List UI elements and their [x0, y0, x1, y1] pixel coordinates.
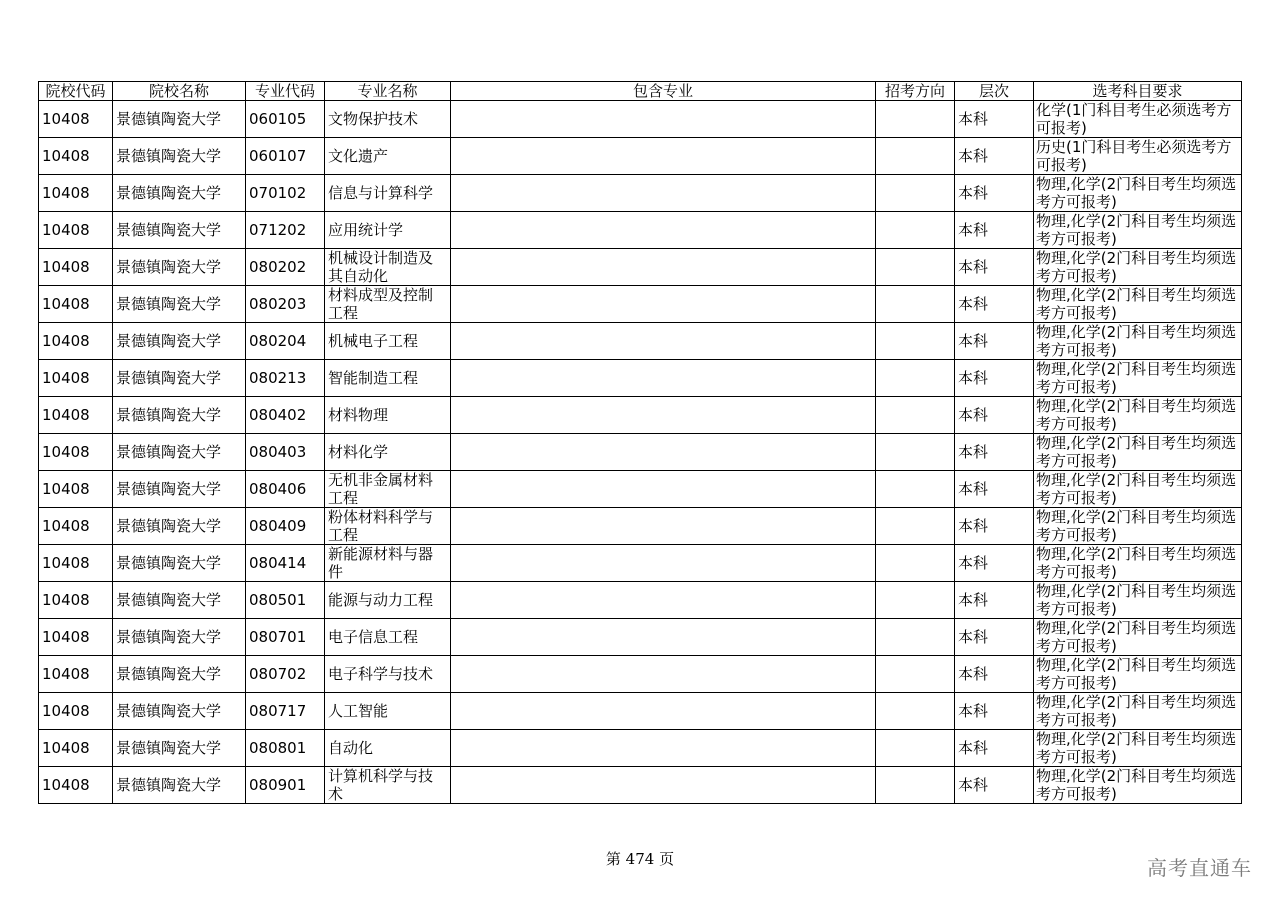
- cell-major-code: 080403: [246, 434, 325, 471]
- cell-included-majors: [451, 434, 876, 471]
- cell-major-name: 能源与动力工程: [325, 582, 451, 619]
- cell-subject-requirements: 物理,化学(2门科目考生均须选考方可报考): [1034, 730, 1242, 767]
- cell-level: 本科: [955, 545, 1034, 582]
- cell-included-majors: [451, 582, 876, 619]
- cell-school-code: 10408: [39, 434, 113, 471]
- cell-major-code: 080901: [246, 767, 325, 804]
- cell-subject-requirements: 物理,化学(2门科目考生均须选考方可报考): [1034, 212, 1242, 249]
- cell-included-majors: [451, 397, 876, 434]
- cell-level: 本科: [955, 767, 1034, 804]
- cell-included-majors: [451, 693, 876, 730]
- cell-school-code: 10408: [39, 212, 113, 249]
- cell-major-name: 粉体材料科学与工程: [325, 508, 451, 545]
- cell-direction: [876, 508, 955, 545]
- cell-major-name: 电子科学与技术: [325, 656, 451, 693]
- cell-school-code: 10408: [39, 693, 113, 730]
- cell-level: 本科: [955, 175, 1034, 212]
- cell-school-name: 景德镇陶瓷大学: [113, 767, 246, 804]
- table-row: [39, 767, 1242, 804]
- table-row: [39, 471, 1242, 508]
- cell-school-name: 景德镇陶瓷大学: [113, 286, 246, 323]
- cell-level: 本科: [955, 730, 1034, 767]
- cell-level: 本科: [955, 101, 1034, 138]
- cell-major-code: 071202: [246, 212, 325, 249]
- table-row: [39, 656, 1242, 693]
- cell-subject-requirements: 物理,化学(2门科目考生均须选考方可报考): [1034, 619, 1242, 656]
- cell-school-code: 10408: [39, 545, 113, 582]
- cell-school-name: 景德镇陶瓷大学: [113, 360, 246, 397]
- cell-major-code: 080801: [246, 730, 325, 767]
- cell-school-code: 10408: [39, 286, 113, 323]
- cell-level: 本科: [955, 138, 1034, 175]
- cell-subject-requirements: 物理,化学(2门科目考生均须选考方可报考): [1034, 286, 1242, 323]
- cell-direction: [876, 434, 955, 471]
- cell-major-name: 文化遗产: [325, 138, 451, 175]
- header-subject-requirements: 选考科目要求: [1034, 82, 1242, 101]
- cell-major-name: 新能源材料与器件: [325, 545, 451, 582]
- table-row: [39, 249, 1242, 286]
- cell-level: 本科: [955, 212, 1034, 249]
- cell-school-name: 景德镇陶瓷大学: [113, 434, 246, 471]
- admissions-table: [38, 81, 1242, 804]
- cell-major-name: 人工智能: [325, 693, 451, 730]
- cell-included-majors: [451, 249, 876, 286]
- table-row: [39, 730, 1242, 767]
- cell-subject-requirements: 物理,化学(2门科目考生均须选考方可报考): [1034, 323, 1242, 360]
- cell-direction: [876, 212, 955, 249]
- cell-major-code: 080203: [246, 286, 325, 323]
- cell-direction: [876, 582, 955, 619]
- cell-school-code: 10408: [39, 471, 113, 508]
- cell-level: 本科: [955, 397, 1034, 434]
- cell-level: 本科: [955, 508, 1034, 545]
- cell-major-name: 材料成型及控制工程: [325, 286, 451, 323]
- cell-included-majors: [451, 212, 876, 249]
- cell-direction: [876, 323, 955, 360]
- table-row: [39, 434, 1242, 471]
- cell-school-name: 景德镇陶瓷大学: [113, 175, 246, 212]
- cell-included-majors: [451, 360, 876, 397]
- cell-major-code: 080702: [246, 656, 325, 693]
- cell-level: 本科: [955, 693, 1034, 730]
- table-row: [39, 582, 1242, 619]
- cell-school-name: 景德镇陶瓷大学: [113, 656, 246, 693]
- cell-included-majors: [451, 730, 876, 767]
- cell-direction: [876, 693, 955, 730]
- cell-school-name: 景德镇陶瓷大学: [113, 471, 246, 508]
- cell-direction: [876, 249, 955, 286]
- cell-level: 本科: [955, 249, 1034, 286]
- cell-subject-requirements: 物理,化学(2门科目考生均须选考方可报考): [1034, 397, 1242, 434]
- cell-major-name: 文物保护技术: [325, 101, 451, 138]
- cell-school-name: 景德镇陶瓷大学: [113, 323, 246, 360]
- cell-subject-requirements: 物理,化学(2门科目考生均须选考方可报考): [1034, 656, 1242, 693]
- cell-subject-requirements: 化学(1门科目考生必须选考方可报考): [1034, 101, 1242, 138]
- cell-major-code: 080501: [246, 582, 325, 619]
- header-included-majors: 包含专业: [451, 82, 876, 101]
- cell-major-code: 060105: [246, 101, 325, 138]
- header-major-code: 专业代码: [246, 82, 325, 101]
- cell-school-name: 景德镇陶瓷大学: [113, 397, 246, 434]
- cell-direction: [876, 619, 955, 656]
- cell-direction: [876, 545, 955, 582]
- cell-school-name: 景德镇陶瓷大学: [113, 582, 246, 619]
- cell-major-name: 机械设计制造及其自动化: [325, 249, 451, 286]
- cell-included-majors: [451, 175, 876, 212]
- cell-subject-requirements: 物理,化学(2门科目考生均须选考方可报考): [1034, 767, 1242, 804]
- cell-included-majors: [451, 286, 876, 323]
- cell-major-name: 信息与计算科学: [325, 175, 451, 212]
- cell-school-name: 景德镇陶瓷大学: [113, 693, 246, 730]
- page-number: 第 474 页: [605, 850, 675, 868]
- cell-school-name: 景德镇陶瓷大学: [113, 619, 246, 656]
- cell-school-code: 10408: [39, 582, 113, 619]
- cell-school-code: 10408: [39, 138, 113, 175]
- cell-school-code: 10408: [39, 175, 113, 212]
- table-row: [39, 138, 1242, 175]
- cell-direction: [876, 471, 955, 508]
- header-level: 层次: [955, 82, 1034, 101]
- cell-school-name: 景德镇陶瓷大学: [113, 138, 246, 175]
- cell-level: 本科: [955, 656, 1034, 693]
- cell-direction: [876, 175, 955, 212]
- cell-direction: [876, 286, 955, 323]
- cell-level: 本科: [955, 434, 1034, 471]
- cell-school-code: 10408: [39, 730, 113, 767]
- cell-subject-requirements: 物理,化学(2门科目考生均须选考方可报考): [1034, 434, 1242, 471]
- cell-school-code: 10408: [39, 323, 113, 360]
- header-row: [39, 82, 1242, 101]
- cell-major-name: 计算机科学与技术: [325, 767, 451, 804]
- cell-school-name: 景德镇陶瓷大学: [113, 212, 246, 249]
- cell-major-name: 材料化学: [325, 434, 451, 471]
- cell-included-majors: [451, 101, 876, 138]
- cell-direction: [876, 730, 955, 767]
- cell-major-code: 080717: [246, 693, 325, 730]
- cell-school-name: 景德镇陶瓷大学: [113, 545, 246, 582]
- table-row: [39, 693, 1242, 730]
- cell-subject-requirements: 物理,化学(2门科目考生均须选考方可报考): [1034, 175, 1242, 212]
- cell-school-code: 10408: [39, 101, 113, 138]
- cell-school-code: 10408: [39, 619, 113, 656]
- cell-subject-requirements: 物理,化学(2门科目考生均须选考方可报考): [1034, 545, 1242, 582]
- cell-major-code: 080406: [246, 471, 325, 508]
- cell-subject-requirements: 物理,化学(2门科目考生均须选考方可报考): [1034, 360, 1242, 397]
- header-direction: 招考方向: [876, 82, 955, 101]
- cell-included-majors: [451, 323, 876, 360]
- cell-school-name: 景德镇陶瓷大学: [113, 249, 246, 286]
- table-row: [39, 286, 1242, 323]
- watermark: 高考直通车: [1147, 856, 1252, 880]
- table-row: [39, 360, 1242, 397]
- cell-level: 本科: [955, 471, 1034, 508]
- table-row: [39, 175, 1242, 212]
- cell-included-majors: [451, 471, 876, 508]
- header-school-name: 院校名称: [113, 82, 246, 101]
- cell-direction: [876, 138, 955, 175]
- table-row: [39, 619, 1242, 656]
- cell-subject-requirements: 物理,化学(2门科目考生均须选考方可报考): [1034, 249, 1242, 286]
- cell-major-code: 080204: [246, 323, 325, 360]
- cell-subject-requirements: 历史(1门科目考生必须选考方可报考): [1034, 138, 1242, 175]
- cell-school-code: 10408: [39, 656, 113, 693]
- cell-major-code: 070102: [246, 175, 325, 212]
- table-row: [39, 323, 1242, 360]
- cell-direction: [876, 656, 955, 693]
- cell-major-name: 机械电子工程: [325, 323, 451, 360]
- cell-school-code: 10408: [39, 767, 113, 804]
- cell-major-code: 080213: [246, 360, 325, 397]
- cell-included-majors: [451, 138, 876, 175]
- cell-major-code: 080701: [246, 619, 325, 656]
- cell-subject-requirements: 物理,化学(2门科目考生均须选考方可报考): [1034, 508, 1242, 545]
- cell-level: 本科: [955, 323, 1034, 360]
- cell-level: 本科: [955, 360, 1034, 397]
- cell-major-name: 应用统计学: [325, 212, 451, 249]
- cell-included-majors: [451, 545, 876, 582]
- header-major-name: 专业名称: [325, 82, 451, 101]
- header-school-code: 院校代码: [39, 82, 113, 101]
- cell-included-majors: [451, 508, 876, 545]
- cell-major-code: 080202: [246, 249, 325, 286]
- cell-school-name: 景德镇陶瓷大学: [113, 508, 246, 545]
- cell-school-name: 景德镇陶瓷大学: [113, 730, 246, 767]
- cell-major-code: 080414: [246, 545, 325, 582]
- cell-major-name: 自动化: [325, 730, 451, 767]
- cell-included-majors: [451, 656, 876, 693]
- cell-direction: [876, 397, 955, 434]
- table-row: [39, 508, 1242, 545]
- cell-subject-requirements: 物理,化学(2门科目考生均须选考方可报考): [1034, 582, 1242, 619]
- cell-included-majors: [451, 767, 876, 804]
- cell-direction: [876, 360, 955, 397]
- cell-subject-requirements: 物理,化学(2门科目考生均须选考方可报考): [1034, 471, 1242, 508]
- cell-major-name: 材料物理: [325, 397, 451, 434]
- cell-level: 本科: [955, 619, 1034, 656]
- cell-major-name: 电子信息工程: [325, 619, 451, 656]
- cell-direction: [876, 101, 955, 138]
- cell-subject-requirements: 物理,化学(2门科目考生均须选考方可报考): [1034, 693, 1242, 730]
- cell-school-code: 10408: [39, 360, 113, 397]
- table-row: [39, 545, 1242, 582]
- cell-school-code: 10408: [39, 249, 113, 286]
- cell-school-code: 10408: [39, 508, 113, 545]
- cell-level: 本科: [955, 286, 1034, 323]
- cell-major-code: 080402: [246, 397, 325, 434]
- cell-major-code: 080409: [246, 508, 325, 545]
- table-row: [39, 212, 1242, 249]
- cell-major-name: 智能制造工程: [325, 360, 451, 397]
- cell-school-code: 10408: [39, 397, 113, 434]
- cell-major-code: 060107: [246, 138, 325, 175]
- cell-level: 本科: [955, 582, 1034, 619]
- cell-school-name: 景德镇陶瓷大学: [113, 101, 246, 138]
- cell-direction: [876, 767, 955, 804]
- table-row: [39, 101, 1242, 138]
- cell-major-name: 无机非金属材料工程: [325, 471, 451, 508]
- table-row: [39, 397, 1242, 434]
- cell-included-majors: [451, 619, 876, 656]
